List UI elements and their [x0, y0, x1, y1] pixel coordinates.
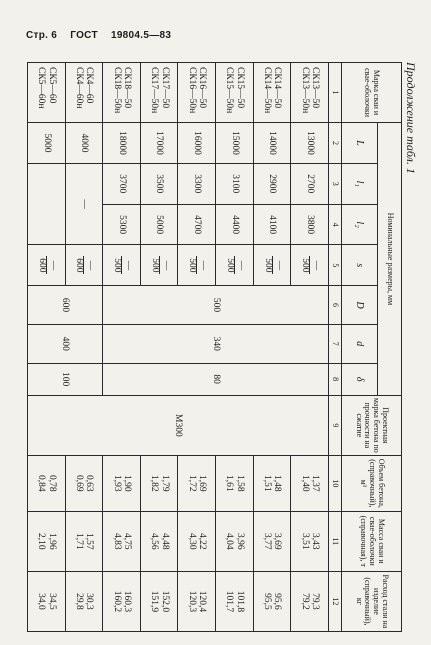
steel-cell: 34,5 34,0 [28, 571, 66, 631]
l1-cell: 2900 [253, 163, 291, 204]
col-mass-header: Масса сваи и свае-оболочки (справочная), т [342, 511, 402, 571]
table-row [291, 63, 329, 632]
grade-cell: СК15—50 СК15—50н [216, 63, 254, 123]
col-d-header: d [342, 324, 378, 363]
l1-cell: 3100 [216, 163, 254, 204]
col-nominal-header: Номинальные размеры, мм [378, 123, 402, 396]
col-D-header: D [342, 286, 378, 325]
steel-cell: 160,3 160,2 [103, 571, 141, 631]
mass-cell: 1,96 2,10 [28, 511, 66, 571]
l2-cell: 4700 [178, 204, 216, 245]
col-grade-header: Марка сваи и свае-оболочки [342, 63, 402, 123]
col-s-header: s [342, 245, 378, 286]
col-l1-header: l₁ [342, 163, 378, 204]
col-index: 7 [329, 324, 342, 363]
grade-cell: СК4—60 СК4—60н [65, 63, 103, 123]
mass-cell: 4,75 4,83 [103, 511, 141, 571]
col-concrete-header: Проектная марка бетона по прочности на сжатие [342, 395, 402, 455]
steel-cell: 30,3 29,8 [65, 571, 103, 631]
col-index: 3 [329, 163, 342, 204]
D-merged-cell: 500 [103, 286, 329, 325]
L-cell: 17000 [140, 123, 178, 164]
mass-cell: 3,69 3,77 [253, 511, 291, 571]
col-index: 8 [329, 363, 342, 395]
volume-cell: 1,69 1,72 [178, 455, 216, 511]
col-index: 2 [329, 123, 342, 164]
grade-cell: СК17—50 СК17—50н [140, 63, 178, 123]
col-steel-header: Расход стали на изделие (справочный), кг [342, 571, 402, 631]
col-index: 6 [329, 286, 342, 325]
col-l2-header: l₂ [342, 204, 378, 245]
L-cell: 4000 [65, 123, 103, 164]
pile-table [27, 62, 402, 632]
s-cell: — 600 [28, 245, 66, 286]
col-index: 4 [329, 204, 342, 245]
l1-l2-merged-cell [28, 163, 66, 245]
volume-cell: 1,90 1,93 [103, 455, 141, 511]
D-merged-cell-2: 600 [28, 286, 103, 325]
mass-cell: 4,22 4,30 [178, 511, 216, 571]
l2-cell: 5300 [103, 204, 141, 245]
s-cell: — 500 [178, 245, 216, 286]
l1-cell: 3700 [103, 163, 141, 204]
grade-cell: СК13—50 СК13—50н [291, 63, 329, 123]
mass-cell: 1,57 1,71 [65, 511, 103, 571]
l2-cell: 4400 [216, 204, 254, 245]
grade-cell: СК14—50 СК14—50н [253, 63, 291, 123]
s-cell: — 500 [216, 245, 254, 286]
mass-cell: 3,43 3,51 [291, 511, 329, 571]
steel-cell: 101,8 101,7 [216, 571, 254, 631]
s-cell: — 500 [291, 245, 329, 286]
col-index: 1 [329, 63, 342, 123]
delta-merged-cell: 80 [103, 363, 329, 395]
volume-cell: 1,58 1,61 [216, 455, 254, 511]
rotated-table-wrapper [27, 62, 402, 632]
col-L-header: L [342, 123, 378, 164]
mass-cell: 4,48 4,56 [140, 511, 178, 571]
steel-cell: 95,6 95,5 [253, 571, 291, 631]
grade-cell: СК5—60 СК5—60н [28, 63, 66, 123]
L-cell: 5000 [28, 123, 66, 164]
grade-cell: СК18—50 СК18—50н [103, 63, 141, 123]
d-merged-cell-2: 400 [28, 324, 103, 363]
col-index: 12 [329, 571, 342, 631]
steel-cell: 79,3 79,2 [291, 571, 329, 631]
volume-cell: 1,79 1,82 [140, 455, 178, 511]
d-merged-cell: 340 [103, 324, 329, 363]
l2-cell: 5000 [140, 204, 178, 245]
concrete-merged-cell: М300 [28, 395, 329, 455]
L-cell: 18000 [103, 123, 141, 164]
grade-cell: СК16—50 СК16—50н [178, 63, 216, 123]
L-cell: 13000 [291, 123, 329, 164]
col-index: 5 [329, 245, 342, 286]
continuation-title: Продолжение табл. 1 [404, 62, 418, 174]
standard-number: 19804.5—83 [110, 30, 172, 41]
l1-cell: 3300 [178, 163, 216, 204]
s-cell: — 500 [140, 245, 178, 286]
l2-cell: 4100 [253, 204, 291, 245]
standard-label: ГОСТ [70, 30, 98, 41]
s-cell: — 500 [253, 245, 291, 286]
l1-l2-merged-cell: — [65, 163, 103, 245]
L-cell: 15000 [216, 123, 254, 164]
steel-cell: 120,4 120,3 [178, 571, 216, 631]
s-cell: — 500 [103, 245, 141, 286]
L-cell: 16000 [178, 123, 216, 164]
col-index: 9 [329, 395, 342, 455]
col-volume-header: Объем бетона, (справочный), м³ [342, 455, 402, 511]
table-row [65, 63, 103, 632]
volume-cell: 0,63 0,69 [65, 455, 103, 511]
L-cell: 14000 [253, 123, 291, 164]
col-index: 10 [329, 455, 342, 511]
volume-cell: 1,48 1,51 [253, 455, 291, 511]
delta-merged-cell-2: 100 [28, 363, 103, 395]
page-number: Стр. 6 [26, 30, 58, 41]
col-index: 11 [329, 511, 342, 571]
volume-cell: 0,78 0,84 [28, 455, 66, 511]
l1-cell: 2700 [291, 163, 329, 204]
page-header [26, 30, 181, 41]
steel-cell: 152,0 151,9 [140, 571, 178, 631]
l1-cell: 3500 [140, 163, 178, 204]
col-delta-header: δ [342, 363, 378, 395]
mass-cell: 3,96 4,04 [216, 511, 254, 571]
l2-cell: 3800 [291, 204, 329, 245]
volume-cell: 1,37 1,40 [291, 455, 329, 511]
s-cell: — 600 [65, 245, 103, 286]
